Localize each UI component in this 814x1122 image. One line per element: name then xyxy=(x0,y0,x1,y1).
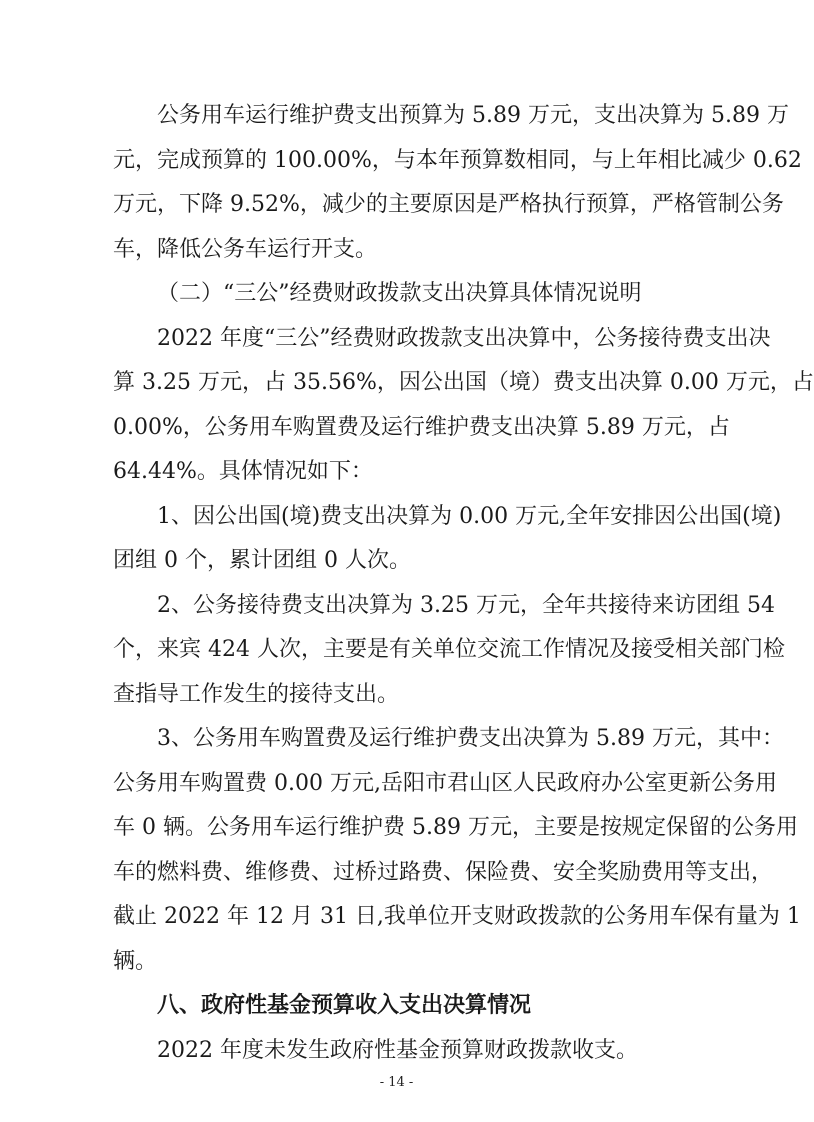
paragraph-line: 2、公务接待费支出决算为 3.25 万元，全年共接待来访团组 54 xyxy=(157,593,775,618)
paragraph-line: 0.00%，公务用车购置费及运行维护费支出决算 5.89 万元，占 xyxy=(113,415,730,440)
page-number: - 14 - xyxy=(379,1075,414,1090)
paragraph-line: 车 0 辆。公务用车运行维护费 5.89 万元，主要是按规定保留的公务用 xyxy=(113,815,798,840)
paragraph-line: 截止 2022 年 12 月 31 日,我单位开支财政拨款的公务用车保有量为 1 xyxy=(113,904,801,929)
paragraph-line: 64.44%。具体情况如下： xyxy=(113,459,373,484)
paragraph-line: 元，完成预算的 100.00%，与本年预算数相同，与上年相比减少 0.62 xyxy=(113,148,802,173)
paragraph-line: 查指导工作发生的接待支出。 xyxy=(113,682,400,707)
paragraph-line: 2022 年度“三公”经费财政拨款支出决算中，公务接待费支出决 xyxy=(157,326,771,351)
paragraph-line: 2022 年度未发生政府性基金预算财政拨款收支。 xyxy=(157,1038,638,1063)
paragraph-line: 3、公务用车购置费及运行维护费支出决算为 5.89 万元，其中： xyxy=(157,726,784,751)
section-subheading: （二）“三公”经费财政拨款支出决算具体情况说明 xyxy=(157,281,642,306)
paragraph-line: 万元，下降 9.52%，减少的主要原因是严格执行预算，严格管制公务 xyxy=(113,192,784,217)
paragraph-line: 车，降低公务车运行开支。 xyxy=(113,237,378,262)
paragraph-line: 公务用车运行维护费支出预算为 5.89 万元，支出决算为 5.89 万 xyxy=(157,103,789,128)
paragraph-line: 辆。 xyxy=(113,949,158,974)
paragraph-line: 团组 0 个，累计团组 0 人次。 xyxy=(113,548,411,573)
paragraph-line: 个，来宾 424 人次，主要是有关单位交流工作情况及接受相关部门检 xyxy=(113,637,785,662)
paragraph-line: 1、因公出国(境)费支出决算为 0.00 万元,全年安排因公出国(境) xyxy=(157,504,782,529)
section-heading: 八、政府性基金预算收入支出决算情况 xyxy=(157,993,532,1018)
paragraph-line: 车的燃料费、维修费、过桥过路费、保险费、安全奖励费用等支出， xyxy=(113,860,774,885)
paragraph-line: 公务用车购置费 0.00 万元,岳阳市君山区人民政府办公室更新公务用 xyxy=(113,771,777,796)
paragraph-line: 算 3.25 万元，占 35.56%，因公出国（境）费支出决算 0.00 万元，占 xyxy=(113,370,814,395)
